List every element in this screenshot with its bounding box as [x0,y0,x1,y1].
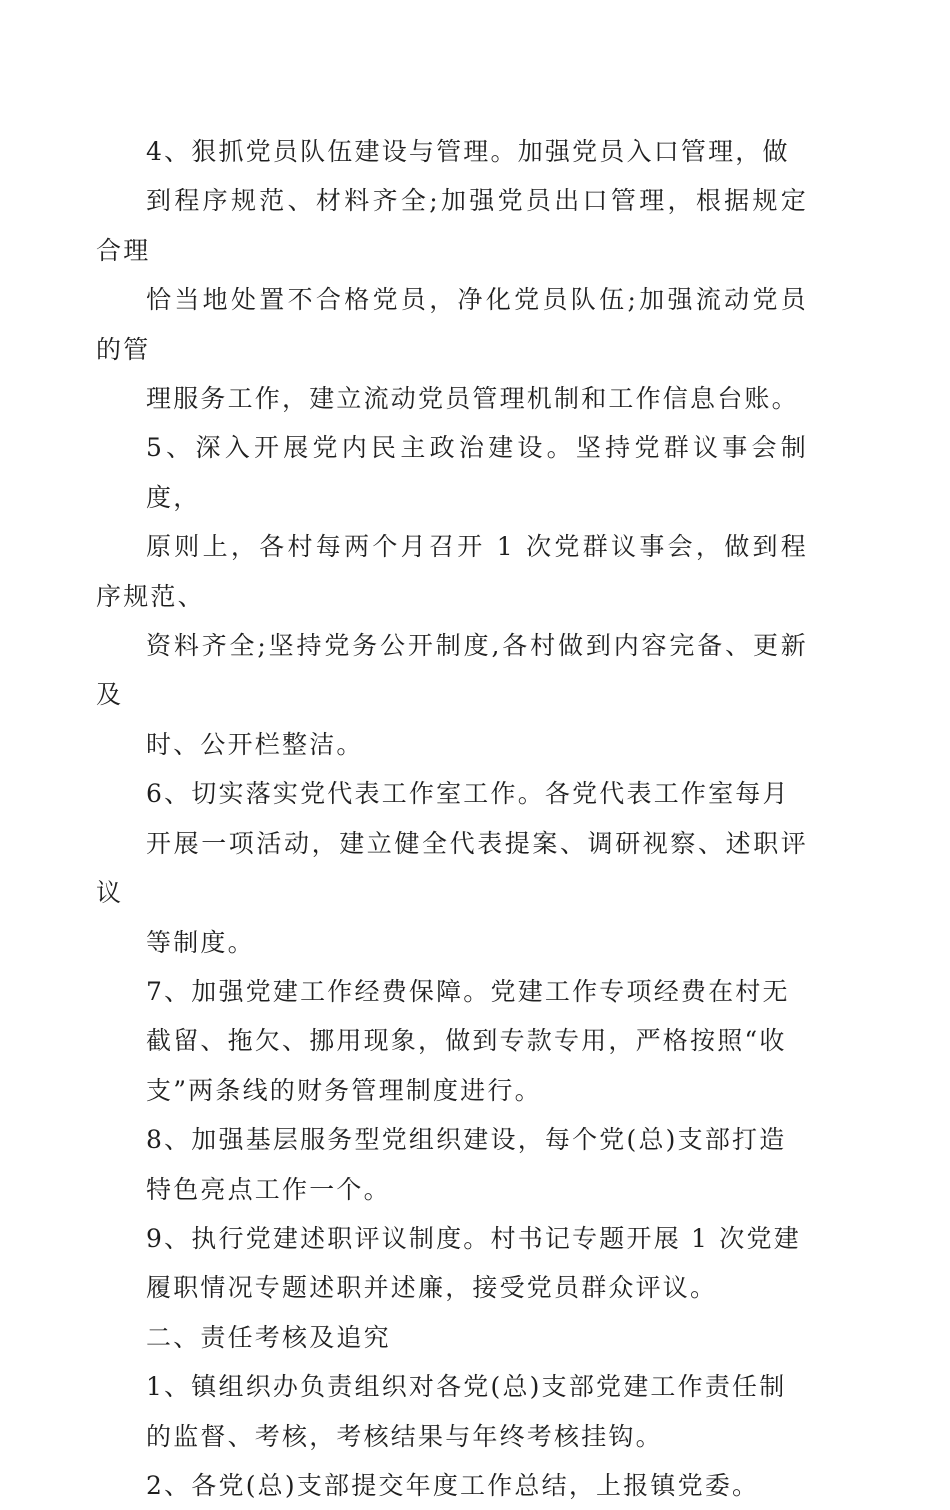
text-line: 时、公开栏整洁。 [146,729,364,759]
paragraph-item-5 [96,423,808,769]
text-line: 特色亮点工作一个。 [146,1174,391,1204]
paragraph-item-8 [146,1115,808,1214]
paragraph-item-1 [146,1362,808,1461]
text-line: 支”两条线的财务管理制度进行。 [146,1075,542,1105]
paragraph-item-2 [146,1461,808,1510]
text-line: 2、各党(总)支部提交年度工作总结，上报镇党委。 [146,1470,760,1500]
text-line: 1、镇组织办负责组织对各党(总)支部党建工作责任制 [146,1372,787,1402]
text-line: 资料齐全;坚持党务公开制度,各村做到内容完备、更新及 [96,631,808,710]
text-line: 到程序规范、材料齐全;加强党员出口管理，根据规定合理 [96,186,808,265]
text-line: 履职情况专题述职并述廉，接受党员群众评议。 [146,1273,718,1303]
paragraph-item-4 [96,127,808,423]
text-line: 截留、拖欠、挪用现象，做到专款专用，严格按照“收 [146,1026,787,1056]
text-line: 恰当地处置不合格党员，净化党员队伍;加强流动党员的管 [96,285,808,364]
text-line: 7、加强党建工作经费保障。党建工作专项经费在村无 [146,976,790,1006]
text-line: 的监督、考核，考核结果与年终考核挂钩。 [146,1421,663,1451]
text-line: 原则上，各村每两个月召开 1 次党群议事会，做到程序规范、 [96,532,808,611]
text-line: 理服务工作，建立流动党员管理机制和工作信息台账。 [146,384,799,414]
text-line: 二、责任考核及追究 [146,1322,391,1352]
text-line: 4、狠抓党员队伍建设与管理。加强党员入口管理，做 [146,137,790,166]
paragraph-item-9 [146,1214,808,1313]
text-line: 6、切实落实党代表工作室工作。各党代表工作室每月 [146,779,790,809]
text-line: 9、执行党建述职评议制度。村书记专题开展 1 次党建 [146,1223,801,1253]
paragraph-item-7 [146,967,808,1115]
text-line: 等制度。 [146,927,255,957]
section-heading [146,1313,808,1362]
document-body [96,127,808,1510]
text-line: 开展一项活动，建立健全代表提案、调研视察、述职评议 [96,828,808,908]
paragraph-item-6 [96,769,808,967]
text-line: 5、深入开展党内民主政治建设。坚持党群议事会制度， [146,433,808,512]
text-line: 8、加强基层服务型党组织建设，每个党(总)支部打造 [146,1125,787,1155]
